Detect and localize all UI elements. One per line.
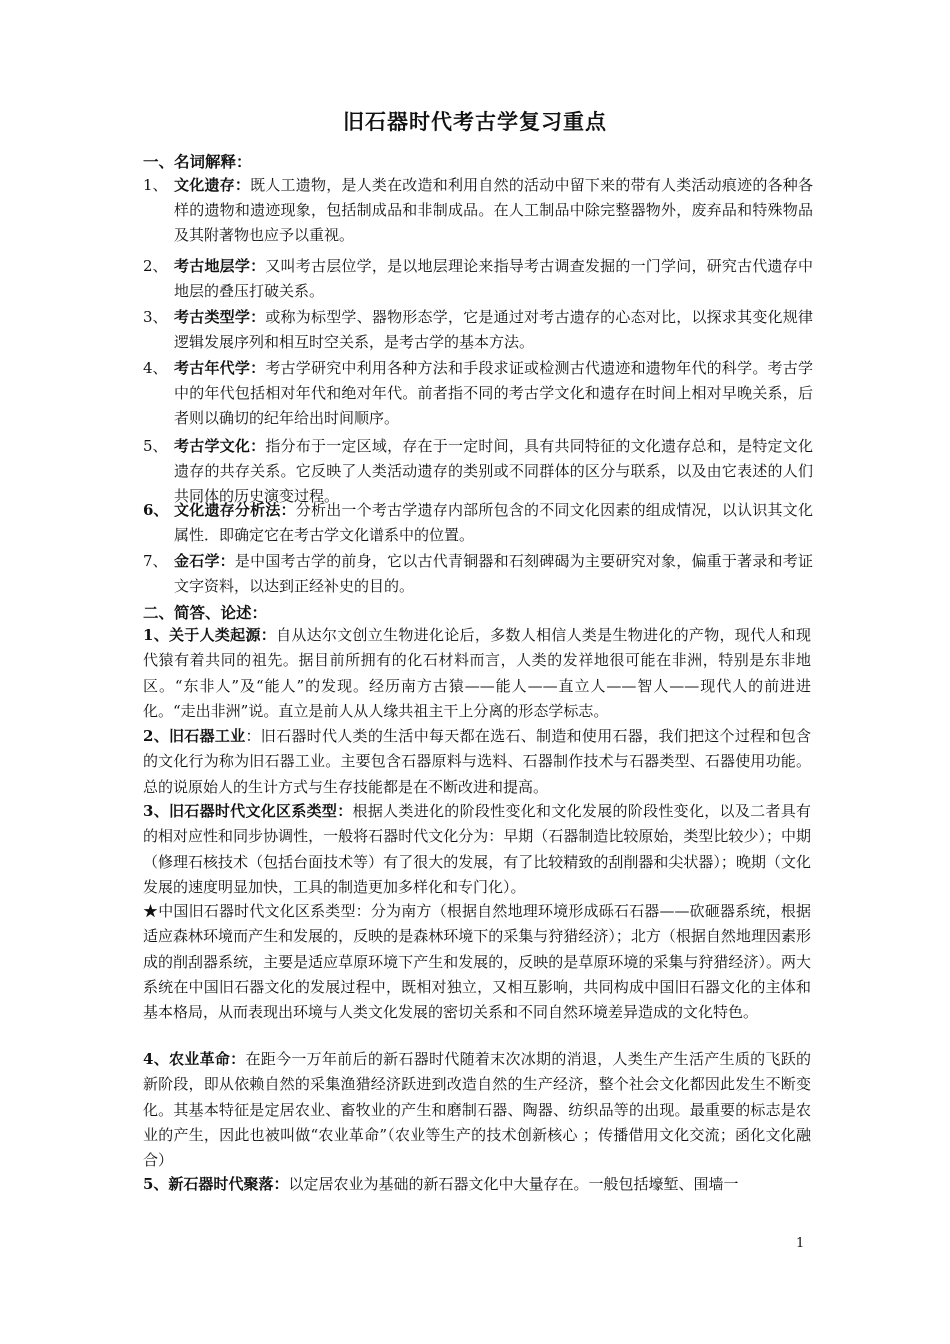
answer-label: 3、旧石器时代文化区系类型： — [143, 802, 353, 820]
term-text: 是中国考古学的前身，它以古代青铜器和石刻碑碣为主要研究对象，偏重于著录和考证文字资料，以达到正经补史的目的。 — [174, 552, 813, 595]
section-heading-answers: 二、简答、论述： — [143, 603, 268, 622]
answer-text: 以定居农业为基础的新石器文化中大量存在。一般包括壕堑、围墙一 — [288, 1175, 739, 1193]
term-item-7 — [143, 549, 813, 599]
answer-text: 根据人类进化的阶段性变化和文化发展的阶段性变化，以及二者具有的相对应性和同步协调性，一般将石器时代文化分为：早期（石器制造比较原始，类型比较少）；中期（修理石核技术（包括台面技术等）有了很大的发展，有了比较精致的刮削器和尖状器）；晚期（文化发展的速度明显加快，工具的制造更加多样化和专门化）。 — [143, 802, 811, 896]
term-label: 考古年代学： — [174, 359, 266, 377]
answer-paragraph-5 — [143, 1172, 811, 1197]
item-number: 6、 — [143, 501, 169, 519]
term-item-6 — [143, 498, 813, 548]
term-label: 考古学文化： — [174, 437, 266, 455]
term-text: 既人工遗物，是人类在改造和利用自然的活动中留下来的带有人类活动痕迹的各种各样的遗物和遗迹现象，包括制成品和非制成品。在人工制品中除完整器物外，废弃品和特殊物品及其附著物也应予以重视。 — [174, 176, 813, 244]
answer-paragraph-china — [143, 899, 811, 1025]
answer-text: 自从达尔文创立生物进化论后，多数人相信人类是生物进化的产物，现代人和现代猿有着共同的祖先。据目前所拥有的化石材料而言，人类的发祥地很可能在非洲，特别是东非地区。“东非人”及“能人”的发现。经历南方古猿——能人——直立人——智人——现代人的前进进化。“走出非洲”说。直立是前人从人缘共祖主干上分离的形态学标志。 — [143, 626, 811, 720]
answer-label: 5、新石器时代聚落： — [143, 1175, 289, 1193]
term-text: 或称为标型学、器物形态学，它是通过对考古遗存的心态对比，以探求其变化规律逻辑发展序列和相互时空关系，是考古学的基本方法。 — [174, 308, 813, 351]
term-label: 金石学： — [174, 552, 235, 570]
answer-paragraph-2 — [143, 724, 811, 800]
item-number: 5、 — [143, 437, 168, 455]
term-item-1 — [143, 173, 813, 248]
term-label: 考古地层学： — [174, 257, 266, 275]
answer-label: 2、旧石器工业 — [143, 727, 246, 745]
term-text: 分析出一个考古学遗存内部所包含的不同文化因素的组成情况，以认识其文化属性．即确定它在考古学文化谱系中的位置。 — [174, 501, 813, 544]
term-text: 考古学研究中利用各种方法和手段求证或检测古代遗迹和遗物年代的科学。考古学中的年代包括相对年代和绝对年代。前者指不同的考古学文化和遗存在时间上相对早晚关系，后者则以确切的纪年给出时间顺序。 — [174, 359, 813, 427]
page-number: 1 — [796, 1236, 805, 1251]
item-number: 7、 — [143, 552, 168, 570]
answer-text: ：旧石器时代人类的生活中每天都在选石、制造和使用石器，我们把这个过程和包含的文化行为称为旧石器工业。主要包含石器原料与选料、石器制作技术与石器类型、石器使用功能。总的说原始人的生计方式与生存技能都是在不断改进和提高。 — [143, 727, 811, 796]
term-label: 文化遗存分析法： — [174, 501, 296, 519]
term-item-4 — [143, 356, 813, 431]
item-number: 1、 — [143, 176, 168, 194]
page-title: 旧石器时代考古学复习重点 — [343, 109, 607, 134]
section-heading-terms: 一、名词解释： — [143, 152, 252, 171]
answer-text: ★中国旧石器时代文化区系类型：分为南方（根据自然地理环境形成砾石石器——砍砸器系统，根据适应森林环境而产生和发展的，反映的是森林环境下的采集与狩猎经济）；北方（根据自然地理因素形成的削刮器系统，主要是适应草原环境下产生和发展的，反映的是草原环境的采集与狩猎经济）。两大系统在中国旧石器文化的发展过程中，既相对独立，又相互影响，共同构成中国旧石器文化的主体和基本格局，从而表现出环境与人类文化发展的密切关系和不同自然环境差异造成的文化特色。 — [143, 902, 811, 1022]
term-text: 又叫考古层位学，是以地层理论来指导考古调查发掘的一门学问，研究古代遗存中地层的叠压打破关系。 — [174, 257, 813, 300]
item-number: 4、 — [143, 359, 168, 377]
term-item-3 — [143, 305, 813, 355]
answer-paragraph-1 — [143, 623, 811, 724]
answer-label: 1、关于人类起源： — [143, 626, 277, 644]
item-number: 2、 — [143, 257, 168, 275]
answer-label: 4、农业革命： — [143, 1050, 246, 1068]
term-label: 考古类型学： — [174, 308, 266, 326]
answer-text: 在距今一万年前后的新石器时代随着末次冰期的消退，人类生产生活产生质的飞跃的新阶段，即从依赖自然的采集渔猎经济跃进到改造自然的生产经济，整个社会文化都因此发生不断变化。其基本特征是定居农业、畜牧业的产生和磨制石器、陶器、纺织品等的出现。最重要的标志是农业的产生，因此也被叫做“农业革命”（农业等生产的技术创新核心 ；传播借用文化交流；函化文化融合） — [143, 1050, 811, 1170]
term-item-2 — [143, 254, 813, 304]
answer-paragraph-3 — [143, 799, 811, 900]
term-text: 指分布于一定区域，存在于一定时间，具有共同特征的文化遗存总和，是特定文化遗存的共存关系。它反映了人类活动遗存的类别或不同群体的区分与联系，以及由它表述的人们共同体的历史演变过程。 — [174, 437, 813, 505]
term-label: 文化遗存： — [174, 176, 251, 194]
item-number: 3、 — [143, 308, 168, 326]
answer-paragraph-4 — [143, 1047, 811, 1173]
